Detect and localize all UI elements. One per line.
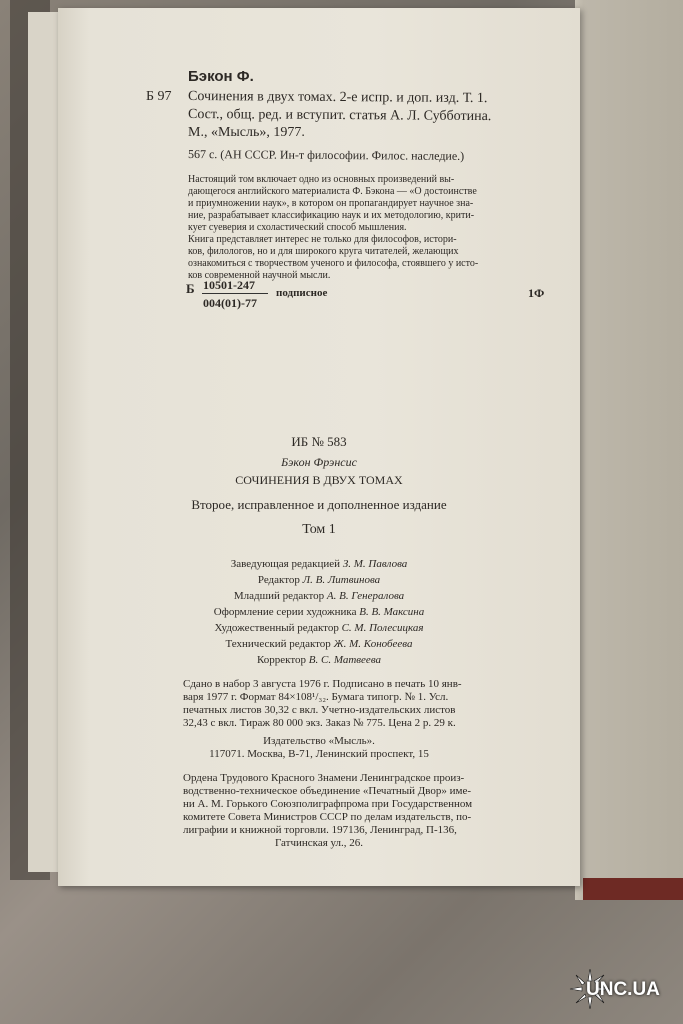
staff-name: З. М. Павлова — [342, 558, 408, 570]
abstract-line: ние, разрабатывает классификацию наук и их методологию, крити- — [188, 210, 475, 221]
catalog-author: Бэкон Ф. — [188, 68, 254, 85]
printer-line: ни А. М. Горького Союзполиграфпрома при Государственном — [183, 798, 473, 810]
watermark-text: UNC.UA — [586, 979, 660, 1000]
abstract-line: Настоящий том включает одно из основных произведений вы- — [188, 174, 455, 185]
watermark-logo — [568, 967, 678, 1011]
catalog-line: Сост., общ. ред. и вступит. статья А. Л. Субботина. — [187, 107, 492, 125]
staff-name: В. В. Максина — [359, 606, 425, 618]
imprint-title: СОЧИНЕНИЯ В ДВУХ ТОМАХ — [235, 473, 403, 487]
staff-line — [58, 590, 580, 602]
staff-name: Ж. М. Конобеева — [333, 638, 413, 650]
staff-name: С. М. Полесицкая — [341, 622, 424, 634]
staff-name: А. В. Генералова — [326, 590, 405, 602]
abstract-line: ков, филологов, но и для широкого круга читателей, желающих — [188, 246, 459, 257]
staff-line — [58, 638, 580, 650]
abstract-line: дающегося английского материалиста Ф. Бэкона — «О достоинстве — [188, 186, 477, 197]
subscription-label: подписное — [276, 287, 328, 299]
staff-role: Оформление серии художника — [213, 606, 357, 618]
code-denominator: 004(01)-77 — [203, 296, 257, 310]
staff-line — [58, 574, 580, 586]
publisher-address: 117071. Москва, В-71, Ленинский проспект, 15 — [209, 748, 429, 760]
printer-line: комитете Совета Министров СССР по делам издательств, по- — [183, 811, 472, 823]
staff-line — [58, 622, 580, 634]
catalog-pages: 567 с. (АН СССР. Ин-т философии. Филос. наследие.) — [187, 147, 465, 163]
catalog-line: М., «Мысль», 1977. — [188, 125, 305, 140]
staff-role: Технический редактор — [225, 638, 331, 650]
price-code: 1Ф — [528, 286, 545, 300]
code-numerator: 10501-247 — [203, 278, 255, 292]
abstract-line: ков современной научной мысли. — [188, 270, 331, 281]
printer-line: водственно-техническое объединение «Печатный Двор» име- — [183, 785, 472, 797]
book-edge — [575, 0, 683, 900]
staff-role: Младший редактор — [233, 590, 325, 602]
staff-name: В. С. Матвеева — [308, 654, 382, 666]
staff-name: Л. В. Литвинова — [302, 574, 381, 586]
staff-role: Заведующая редакцией — [230, 558, 341, 570]
staff-line — [58, 654, 580, 666]
code-letter: Б — [186, 281, 195, 296]
imprint-author: Бэкон Фрэнсис — [281, 455, 357, 469]
code-fraction-rule — [202, 293, 268, 294]
print-info-line: Сдано в набор 3 августа 1976 г. Подписано в печать 10 янв- — [183, 678, 462, 690]
staff-role: Редактор — [257, 574, 300, 586]
abstract-line: кует суеверия и схоластический способ мышления. — [188, 222, 407, 233]
book-page — [58, 8, 580, 886]
print-info-line: 32,43 с вкл. Тираж 80 000 экз. Заказ № 775. Цена 2 р. 29 к. — [183, 717, 456, 729]
edition-statement: Второе, исправленное и дополненное издание — [191, 497, 447, 512]
publisher: Издательство «Мысль». — [263, 735, 375, 747]
abstract-line: Книга представляет интерес не только для философов, истори- — [188, 234, 457, 245]
volume-number: Том 1 — [302, 522, 336, 537]
printer-line: лиграфии и книжной торговли. 197136, Ленинград, П-136, — [183, 824, 457, 836]
printer-line: Ордена Трудового Красного Знамени Ленинградское произ- — [183, 772, 465, 784]
print-info-line: варя 1977 г. Формат 84×108¹/₃₂. Бумага типогр. № 1. Усл. — [183, 691, 449, 703]
print-info-line: печатных листов 30,32 с вкл. Учетно-издательских листов — [183, 704, 456, 716]
printer-line: Гатчинская ул., 26. — [274, 837, 364, 849]
staff-role: Художественный редактор — [214, 622, 339, 634]
book-spine — [583, 878, 683, 900]
catalog-index: Б 97 — [146, 89, 172, 104]
staff-line — [58, 558, 580, 570]
abstract-line: ознакомиться с творчеством ученого и философа, стоявшего у исто- — [188, 258, 479, 269]
catalog-line: Сочинения в двух томах. 2-е испр. и доп. изд. Т. 1. — [187, 89, 488, 107]
abstract-line: и приумножении наук», в котором он пропагандирует научное зна- — [188, 198, 474, 209]
ib-number: ИБ № 583 — [291, 434, 347, 449]
staff-role: Корректор — [256, 654, 307, 666]
staff-line — [58, 606, 580, 618]
